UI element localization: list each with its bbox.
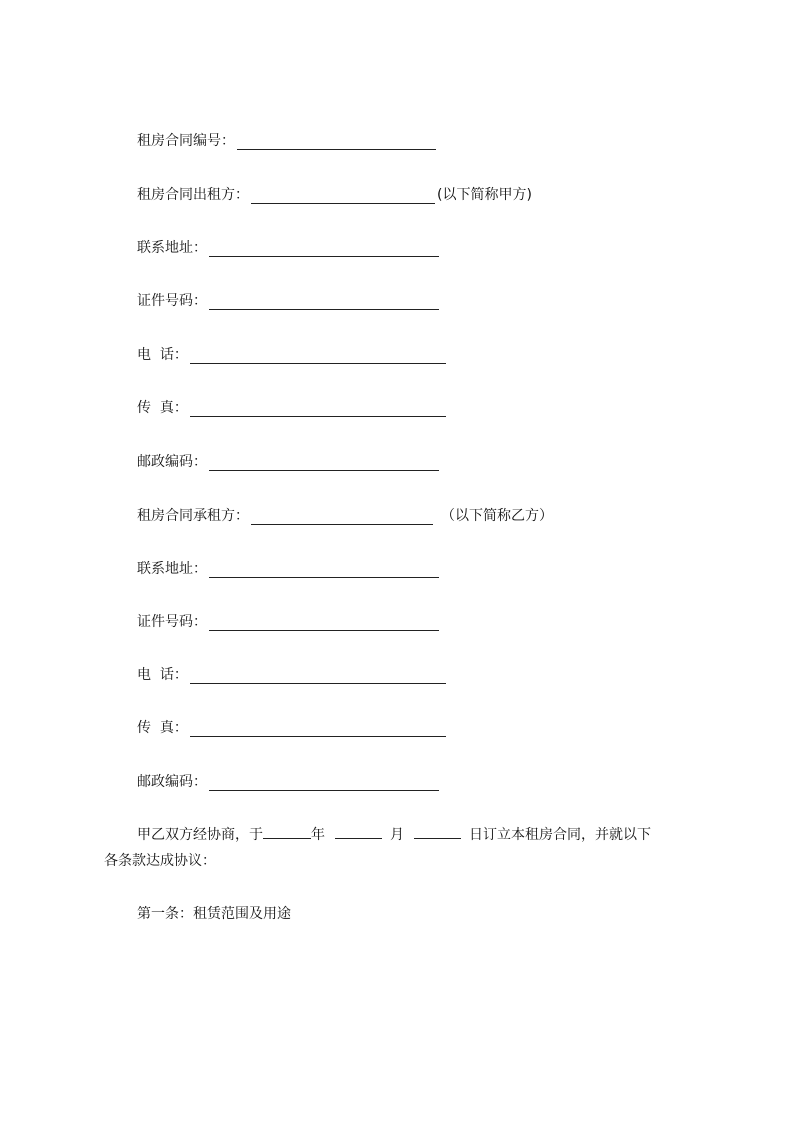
contract-number-label: 租房合同编号： <box>137 133 235 149</box>
lessee-phone-label: 电 话： <box>137 667 188 683</box>
article-1-title: 第一条：租赁范围及用途 <box>137 906 291 922</box>
lessor-address-blank[interactable] <box>209 242 439 257</box>
lessee-phone-row <box>137 664 446 684</box>
lessor-row <box>137 184 532 204</box>
lessee-postcode-row <box>137 771 439 791</box>
lessee-address-blank[interactable] <box>209 563 439 578</box>
lessee-postcode-blank[interactable] <box>209 776 439 791</box>
contract-number-blank[interactable] <box>237 135 436 150</box>
lessor-fax-blank[interactable] <box>190 402 446 417</box>
lessee-suffix: （以下简称乙方） <box>441 508 553 524</box>
month-blank[interactable] <box>335 824 382 839</box>
lessee-phone-blank[interactable] <box>190 669 446 684</box>
lessor-fax-row <box>137 397 446 417</box>
lessee-blank[interactable] <box>251 510 433 525</box>
lessor-address-label: 联系地址： <box>137 240 207 256</box>
lessor-phone-label: 电 话： <box>137 347 188 363</box>
agreement-month: 月 <box>390 827 404 843</box>
lessee-id-row <box>137 611 439 631</box>
lessor-id-blank[interactable] <box>209 295 439 310</box>
year-blank[interactable] <box>263 824 311 839</box>
lessee-id-label: 证件号码： <box>137 614 207 630</box>
lessor-postcode-blank[interactable] <box>209 456 439 471</box>
day-blank[interactable] <box>414 824 461 839</box>
lessor-label: 租房合同出租方： <box>137 187 249 203</box>
agreement-text-1: 甲乙双方经协商，于 <box>137 827 263 843</box>
lessee-address-row <box>137 558 439 578</box>
agreement-text-2: 日订立本租房合同，并就以下 <box>469 827 651 843</box>
lessee-label: 租房合同承租方： <box>137 508 249 524</box>
lessor-blank[interactable] <box>251 189 435 204</box>
lessor-postcode-label: 邮政编码： <box>137 454 207 470</box>
lessor-phone-blank[interactable] <box>190 349 446 364</box>
agreement-paragraph <box>104 822 704 874</box>
lessor-fax-label: 传 真： <box>137 400 188 416</box>
lessee-postcode-label: 邮政编码： <box>137 774 207 790</box>
agreement-text-3: 各条款达成协议： <box>104 853 216 869</box>
lessor-suffix: (以下简称甲方) <box>437 187 532 203</box>
lessee-fax-label: 传 真： <box>137 720 188 736</box>
lessee-fax-row <box>137 717 446 737</box>
lessee-row <box>137 505 553 525</box>
lessee-fax-blank[interactable] <box>190 722 446 737</box>
lessee-id-blank[interactable] <box>209 616 439 631</box>
lessor-address-row <box>137 237 439 257</box>
lessor-id-row <box>137 290 439 310</box>
agreement-year: 年 <box>311 827 325 843</box>
lessor-phone-row <box>137 344 446 364</box>
lessor-postcode-row <box>137 451 439 471</box>
contract-number-row <box>137 130 436 150</box>
lessor-id-label: 证件号码： <box>137 293 207 309</box>
lessee-address-label: 联系地址： <box>137 561 207 577</box>
